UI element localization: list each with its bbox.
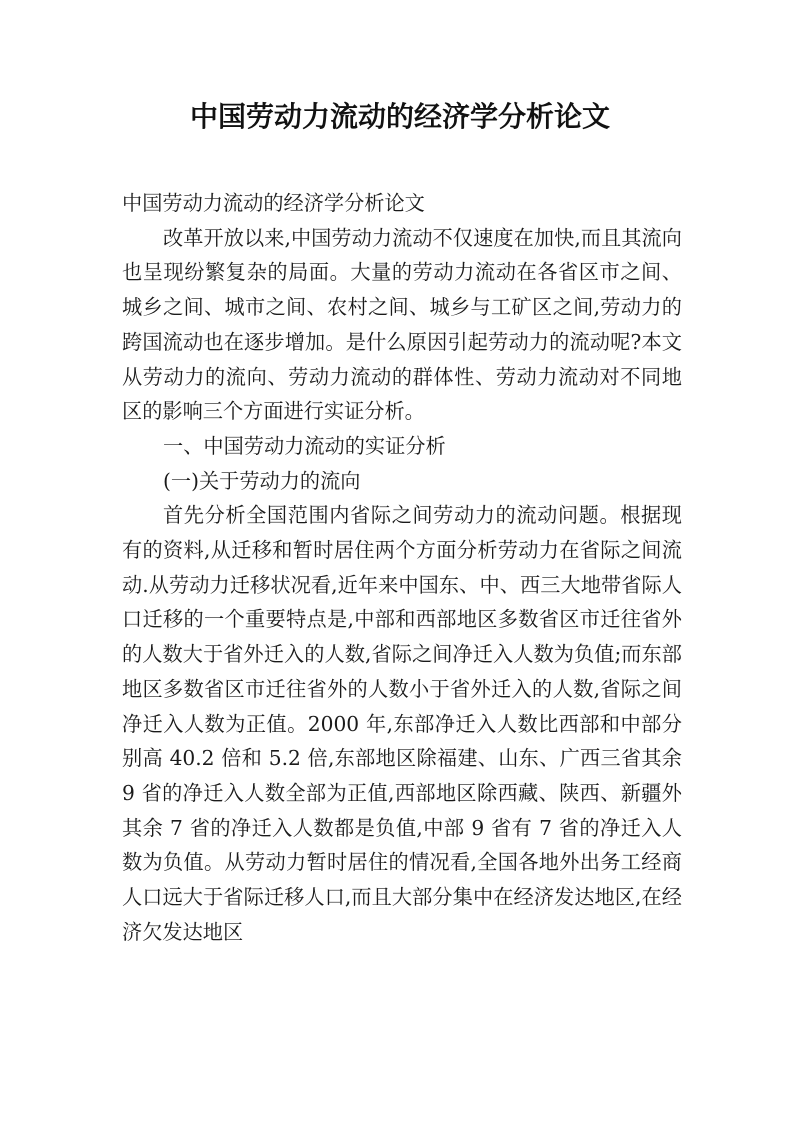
intro-paragraph: 改革开放以来,中国劳动力流动不仅速度在加快,而且其流向也呈现纷繁复杂的局面。大量的劳动力流动在各省区市之间、城乡之间、城市之间、农村之间、城乡与工矿区之间,劳动力的跨国流动也在逐步增加。是什么原因引起劳动力的流动呢?本文从劳动力的流向、劳动力流动的群体性、劳动力流动对不同地区的影响三个方面进行实证分析。 xyxy=(122,225,682,424)
document-body xyxy=(122,186,682,949)
subsection-heading: (一)关于劳动力的流向 xyxy=(163,468,361,493)
section-heading: 一、中国劳动力流动的实证分析 xyxy=(163,433,446,458)
analysis-paragraph: 首先分析全国范围内省际之间劳动力的流动问题。根据现有的资料,从迁移和暂时居住两个方面分析劳动力在省际之间流动.从劳动力迁移状况看,近年来中国东、中、西三大地带省际人口迁移的一个重要特点是,中部和西部地区多数省区市迁往省外的人数大于省外迁入的人数,省际之间净迁入人数为负值;而东部地区多数省区市迁往省外的人数小于省外迁入的人数,省际之间净迁入人数为正值。2000 年,东部净迁入人数比西部和中部分别高 40.2 倍和 5.2 倍,东部地区除福建、山东、广西三省其余 9 省的净迁入人数全部为正值,西部地区除西藏、陕西、新疆外其余 7 省的净迁入人数都是负值,中部 9 省有 7 省的净迁入人数为负值。从劳动力暂时居住的情况看,全国各地外出务工经商人口远大于省际迁移人口,而且大部分集中在经济发达地区,在经济欠发达地区 xyxy=(122,503,682,944)
subtitle-paragraph: 中国劳动力流动的经济学分析论文 xyxy=(122,191,425,215)
document-title: 中国劳动力流动的经济学分析论文 xyxy=(189,100,610,133)
